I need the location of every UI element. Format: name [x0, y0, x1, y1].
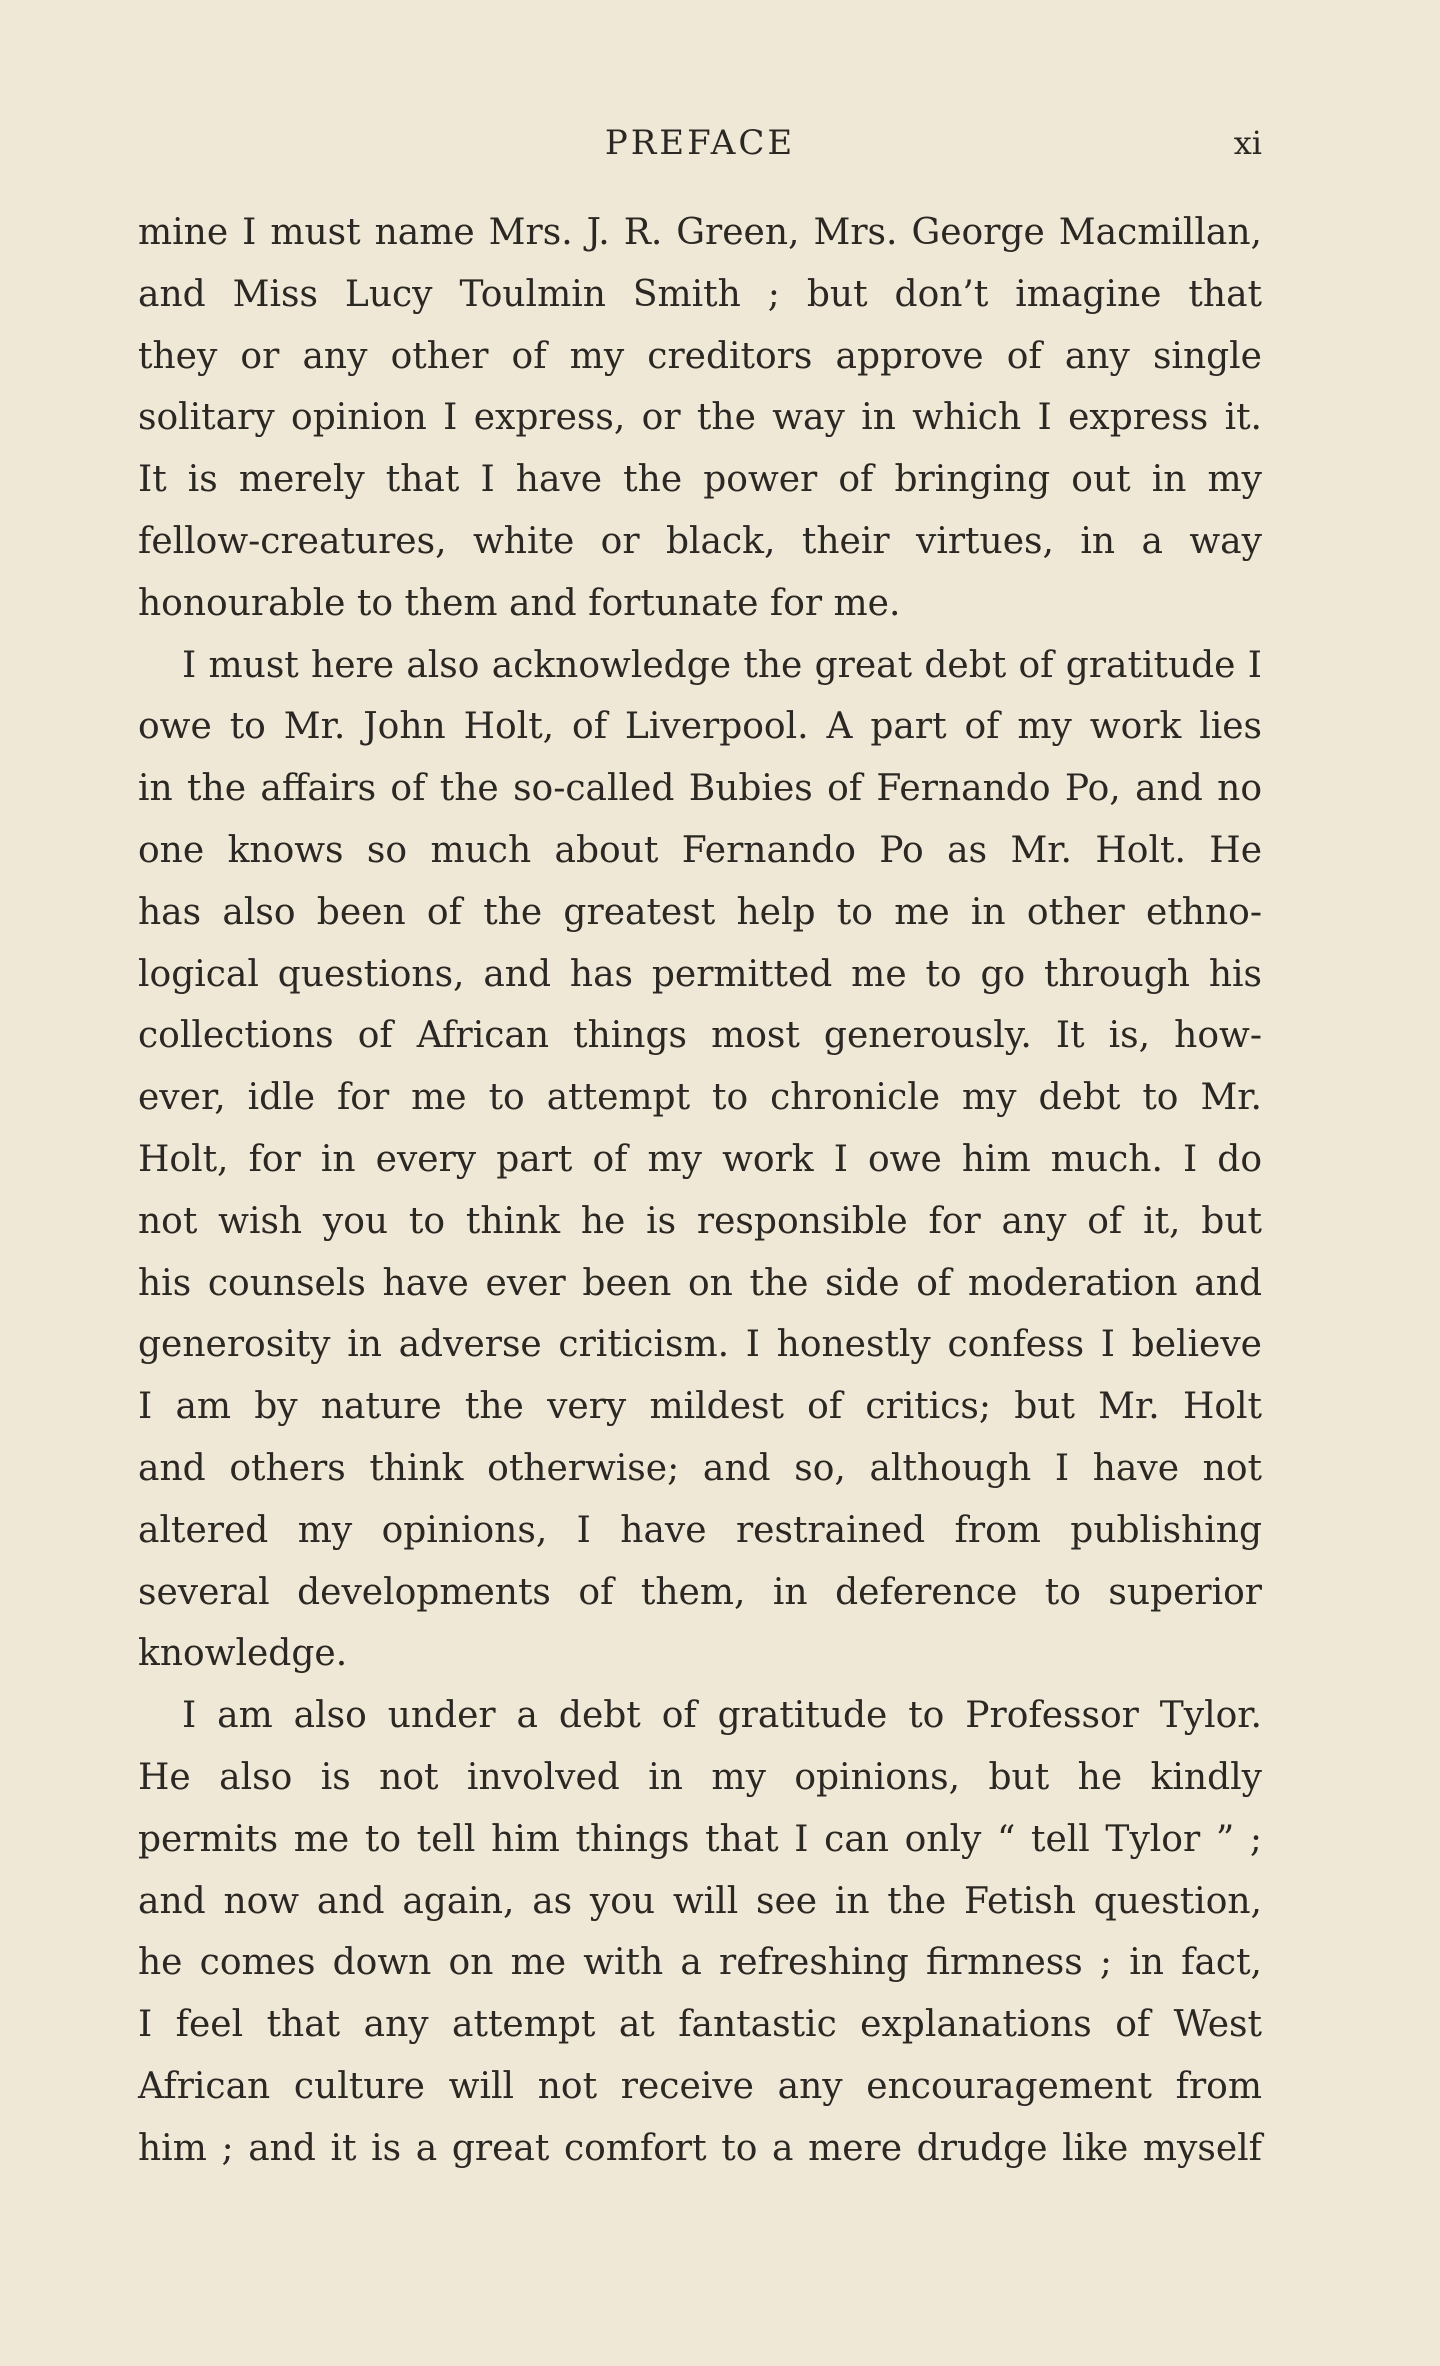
text-line: and Miss Lucy Toulmin Smith ; but don’t imagine that: [138, 273, 1262, 315]
text-line: he comes down on me with a refreshing firmness ; in fact,: [138, 1942, 1262, 1984]
text-line: logical questions, and has permitted me to go through his: [138, 953, 1262, 995]
text-line: and now and again, as you will see in the Fetish question,: [138, 1880, 1262, 1922]
text-line: altered my opinions, I have restrained from publishing: [138, 1509, 1262, 1551]
text-line: I am by nature the very mildest of critics; but Mr. Holt: [138, 1386, 1262, 1428]
text-line: has also been of the greatest help to me in other ethno-: [138, 891, 1262, 933]
running-title: PREFACE: [604, 123, 796, 163]
text-line: owe to Mr. John Holt, of Liverpool. A part of my work lies: [138, 706, 1262, 748]
text-line: knowledge.: [138, 1633, 348, 1675]
text-line: fellow-creatures, white or black, their virtues, in a way: [138, 520, 1262, 562]
text-line: It is merely that I have the power of bringing out in my: [138, 459, 1262, 501]
text-line: one knows so much about Fernando Po as Mr. Holt. He: [138, 829, 1262, 871]
running-head: [138, 118, 1262, 168]
text-line: African culture will not receive any encouragement from: [138, 2065, 1262, 2107]
text-line: him ; and it is a great comfort to a mere drudge like myself: [138, 2127, 1262, 2169]
text-line: permits me to tell him things that I can only “ tell Tylor ” ;: [138, 1818, 1262, 1860]
text-line: several developments of them, in deference to superior: [138, 1571, 1262, 1613]
text-line: He also is not involved in my opinions, but he kindly: [138, 1756, 1262, 1798]
text-line: I am also under a debt of gratitude to Professor Tylor.: [182, 1695, 1262, 1737]
body-text: [138, 202, 1262, 2180]
text-line: and others think otherwise; and so, although I have not: [138, 1447, 1262, 1489]
text-line: I must here also acknowledge the great debt of gratitude I: [182, 644, 1262, 686]
text-line: not wish you to think he is responsible for any of it, but: [138, 1200, 1262, 1242]
text-line: in the affairs of the so-called Bubies of Fernando Po, and no: [138, 768, 1262, 810]
text-line: Holt, for in every part of my work I owe him much. I do: [138, 1138, 1262, 1180]
text-line: his counsels have ever been on the side of moderation and: [138, 1262, 1262, 1304]
text-line: collections of African things most generously. It is, how-: [138, 1015, 1262, 1057]
text-line: solitary opinion I express, or the way in which I express it.: [138, 397, 1262, 439]
text-line: I feel that any attempt at fantastic explanations of West: [138, 2004, 1262, 2046]
text-line: generosity in adverse criticism. I honestly confess I believe: [138, 1324, 1262, 1366]
page-number: xi: [1233, 124, 1262, 162]
text-line: they or any other of my creditors approve of any single: [138, 335, 1262, 377]
text-line: mine I must name Mrs. J. R. Green, Mrs. George Macmillan,: [138, 212, 1262, 253]
text-line: ever, idle for me to attempt to chronicle my debt to Mr.: [138, 1077, 1262, 1119]
text-line: honourable to them and fortunate for me.: [138, 582, 901, 624]
